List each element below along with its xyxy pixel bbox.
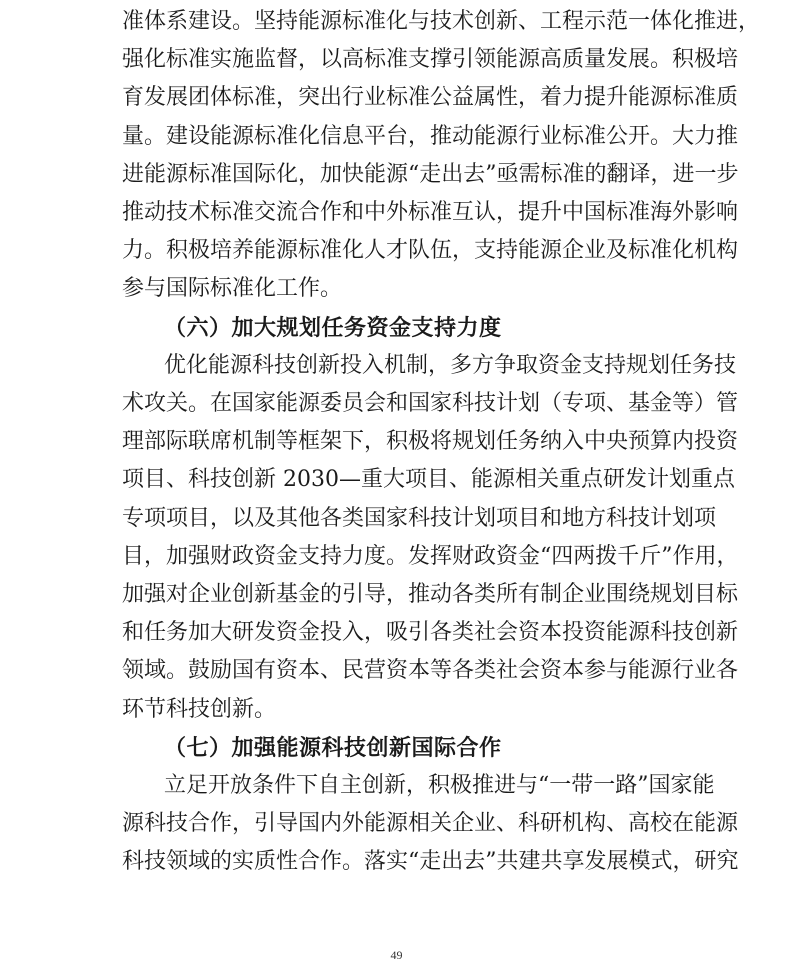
paragraph-line: 优化能源科技创新投入机制，多方争取资金支持规划任务技 [164, 353, 737, 378]
paragraph-line: 和任务加大研发资金投入，吸引各类社会资本投资能源科技创新 [122, 620, 739, 645]
paragraph-line: 环节科技创新。 [122, 697, 277, 722]
paragraph-line: 推动技术标准交流合作和中外标准互认，提升中国标准海外影响 [122, 200, 739, 225]
paragraph-line: 力。积极培养能源标准化人才队伍，支持能源企业及标准化机构 [122, 238, 739, 263]
section-heading: （六）加大规划任务资金支持力度 [164, 315, 502, 341]
paragraph-line: 源科技合作，引导国内外能源相关企业、科研机构、高校在能源 [122, 811, 739, 836]
paragraph-line: 理部际联席机制等框架下，积极将规划任务纳入中央预算内投资 [122, 429, 739, 454]
paragraph-line: 专项项目，以及其他各类国家科技计划项目和地方科技计划项 [122, 506, 717, 531]
paragraph-line: 进能源标准国际化，加快能源“走出去”亟需标准的翻译，进一步 [122, 162, 739, 187]
page-number: 49 [390, 948, 403, 962]
paragraph-line: 强化标准实施监督，以高标准支撑引领能源高质量发展。积极培 [122, 47, 739, 72]
paragraph-line: 项目、科技创新 2030—重大项目、能源相关重点研发计划重点 [122, 467, 735, 492]
paragraph-line: 加强对企业创新基金的引导，推动各类所有制企业围绕规划目标 [122, 582, 739, 607]
paragraph-line: 术攻关。在国家能源委员会和国家科技计划（专项、基金等）管 [122, 391, 739, 416]
paragraph-line: 立足开放条件下自主创新，积极推进与“一带一路”国家能 [164, 773, 715, 798]
section-heading: （七）加强能源科技创新国际合作 [164, 735, 502, 761]
paragraph-line: 量。建设能源标准化信息平台，推动能源行业标准公开。大力推 [122, 124, 739, 149]
paragraph-line: 领域。鼓励国有资本、民营资本等各类社会资本参与能源行业各 [122, 658, 739, 683]
paragraph-line: 参与国际标准化工作。 [122, 276, 343, 301]
paragraph-line: 科技领域的实质性合作。落实“走出去”共建共享发展模式，研究 [122, 849, 739, 874]
paragraph-line: 目，加强财政资金支持力度。发挥财政资金“四两拨千斤”作用， [122, 544, 739, 569]
paragraph-line: 准体系建设。坚持能源标准化与技术创新、工程示范一体化推进， [122, 9, 761, 34]
paragraph-line: 育发展团体标准，突出行业标准公益属性，着力提升能源标准质 [122, 85, 739, 110]
